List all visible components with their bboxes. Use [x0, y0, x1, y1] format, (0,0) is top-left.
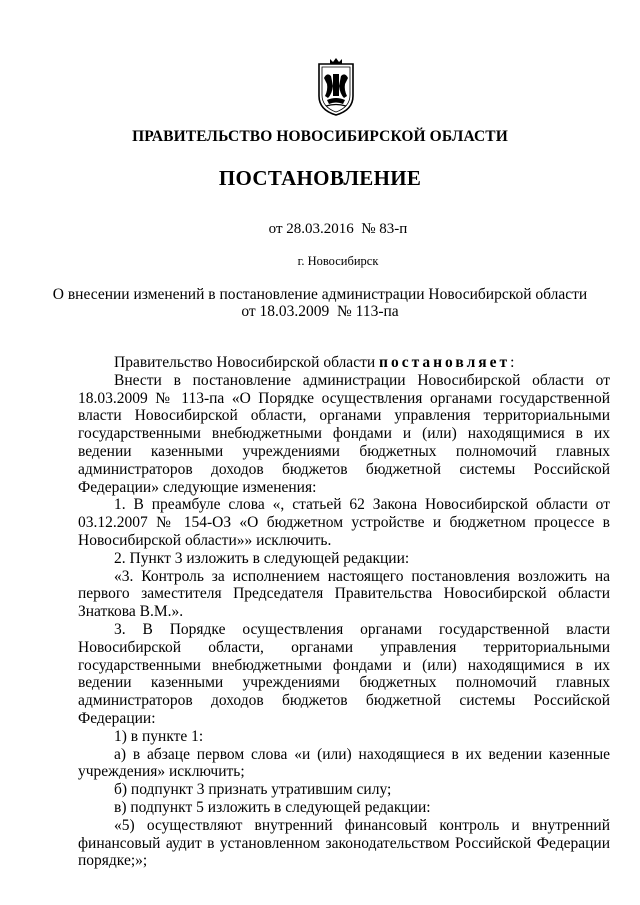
paragraph: 1) в пункте 1:: [114, 727, 204, 745]
novosibirsk-coat-of-arms-icon: [315, 58, 357, 116]
document-type-heading: ПОСТАНОВЛЕНИЕ: [218, 166, 422, 190]
document-body: [78, 354, 610, 870]
title-line-1: О внесении изменений в постановление администрации Новосибирской области: [52, 286, 588, 303]
city-line: г. Новосибирск: [297, 254, 379, 268]
paragraph: 2. Пункт 3 изложить в следующей редакции:: [114, 549, 410, 567]
intro-suffix: :: [510, 354, 515, 371]
paragraph: б) подпункт 3 признать утратившим силу;: [114, 781, 392, 799]
document-title: [0, 286, 640, 320]
intro-paragraph: [78, 354, 610, 372]
paragraph: 1. В преамбуле слова «, статьей 62 Закона Новосибирской области от 03.12.2007 № 154-ОЗ «О бюджетном устройстве и бюджетном процессе в Новосибирской области»» исключить.: [78, 496, 610, 549]
intro-prefix: Правительство Новосибирской области: [114, 354, 380, 371]
resolves-word: постановляет: [379, 354, 511, 371]
paragraph: Внести в постановление администрации Новосибирской области от 18.03.2009 № 113-па «О Порядке осуществления органами государственной власти Новосибирской области, органами управления территориальными государственными внебюджетными фондами и (или) находящимися в их ведении казенными учреждениями бюджетных полномочий главных администраторов доходов бюджетов бюджетной системы Российской Федерации» следующие изменения:: [78, 371, 610, 496]
title-line-2: от 18.03.2009 № 113-па: [241, 303, 399, 320]
date-number-line: от 28.03.2016 № 83-п: [268, 221, 408, 237]
paragraph: «5) осуществляют внутренний финансовый контроль и внутренний финансовый аудит в установленном законодательством Российской Федерации порядке;»;: [78, 816, 610, 870]
paragraph: в) подпункт 5 изложить в следующей редакции:: [114, 798, 431, 816]
organization-heading: ПРАВИТЕЛЬСТВО НОВОСИБИРСКОЙ ОБЛАСТИ: [132, 128, 508, 145]
paragraph: а) в абзаце первом слова «и (или) находящиеся в их ведении казенные учреждения» исключить;: [78, 745, 610, 781]
paragraph: 3. В Порядке осуществления органами государственной власти Новосибирской области, органами управления территориальными государственными внебюджетными фондами и (или) находящимися в их ведении казенными учреждениями бюджетных полномочий главных администраторов доходов бюджетов бюджетной системы Российской Федерации:: [78, 620, 610, 727]
paragraph: «3. Контроль за исполнением настоящего постановления возложить на первого заместителя Председателя Правительства Новосибирской области Знаткова В.М.».: [78, 567, 610, 621]
